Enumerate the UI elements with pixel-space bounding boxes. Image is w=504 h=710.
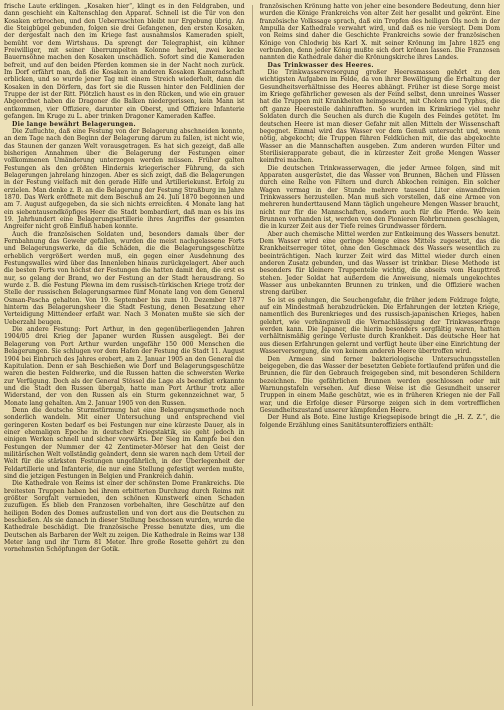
left-paragraph: Auch die französischen Soldaten und, besonders damals über der Fernbahnung das Gewehr gefallen, wurden die meist nachgelassene Forts und Belagerungswerke, da die Schäden, die die Belagerungsgeschütze erheblich vergrößert werden muß, ein gegen einer Ausdehnung des Festungswalles wird über das Innenleben hinaus zurückgelagert. Aber auch die besten Forts von höchst der Festungen die hatten damit den, die erst es nur, so gelang der Brand, wo der Festung an der Stadt herausdrang. So wurde z. B. die Festung Plewna im dem russisch-türkischen Kriege trotz der Stelle der russischen Belagerungsarmee fünf Monate lang von dem General Osman-Pascha gehalten. Von 19. September bis zum 10. Dezember 1877 hinterm das Belagerungsheer die Stadt Festung, denen Besatzung eher Verteidigung Mittendeer erfaßt war. Nach 3 Monaten mußte sie sich der Ueberzahl beugen. — [4, 230, 245, 326]
left-paragraph: Die Kathedrale von Reims ist einer der schönsten Dome Frankreichs. Die breitesten Truppen haben bei ihrem erbitterten Durchzug durch Reims mit größter Sorgfalt vermieden, den schönen Kunstwerk einen Schaden zuzufügen. Es blieb den Franzosen vorbehalten, ihre Geschütze auf den heiligen Boden des Domes aufzustellen und von dort aus die Deutschen zu beschießen. Als sie danach in dieser Stellung beschossen wurden, wurde die Kathedrale beschädigt. Die französische Presse benutzte dies, um die Deutschen als Barbaren der Welt zu zeigen. Die Kathedrale in Reims war 138 Meter lang und ihr Turm 81 Meter. Ihre große Rosette gehört zu den vornehmsten Schöpfungen der Gotik. — [4, 480, 245, 554]
right-paragraph: Die deutschen Trinkwasserwagen, die jeder Armee folgen, sind mit Apparaten ausgerüstet, die das Wasser von Brunnen, Bächen und Flüssen durch eine Reihe von Filtern und durch Abkochen reinigen. Ein solcher Wagen vermag in der Stunde mehrere tausend Liter einwandfreien Trinkwassers herzustellen. Man muß sich vorstellen, daß eine Armee von mehreren hunderttausend Mann täglich ungeheure Mengen Wasser braucht, nicht nur für die Mannschaften, sondern auch für die Pferde. Wo kein Brunnen vorhanden ist, werden von den Pionieren Rohrbrunnen geschlagen, die in kurzer Zeit aus der Tiefe reines Grundwasser fördern. — [259, 164, 500, 231]
section-heading: Das Trinkwasser des Heeres. — [267, 61, 374, 69]
right-paragraph: Den Armeen sind ferner bakteriologische Untersuchungsstellen beigegeben, die das Wasser der besetzten Gebiete fortlaufend prüfen und die Brunnen, die für den Gebrauch freigegeben sind, mit besonderen Schildern bezeichnen. Die gefährlichen Brunnen werden geschlossen oder mit Warnungstafeln versehen. Auf diese Weise ist die Gesundheit unserer Truppen in einem Maße geschützt, wie es in früheren Kriegen nie der Fall war, und die Erfolge dieser Fürsorge zeigen sich in dem vortrefflichen Gesundheitszustand unserer kämpfenden Heere. — [259, 355, 500, 414]
right-paragraph: Aber auch chemische Mittel werden zur Entkeimung des Wassers benutzt. Dem Wasser wird eine geringe Menge eines Mittels zugesetzt, das die Krankheitserreger tötet, ohne den Geschmack des Wassers wesentlich zu beeinträchtigen. Nach kurzer Zeit wird das Mittel wieder durch einen anderen Zusatz gebunden, und das Wasser ist trinkbar. Diese Methode ist besonders für kleinere Truppenteile wichtig, die abseits vom Haupttroß stehen. Jeder Soldat hat außerdem die Anweisung, niemals ungekochtes Wasser aus unbekannten Brunnen zu trinken, und die Offiziere wachen streng darüber. — [259, 230, 500, 297]
left-paragraph: Die Zufluchte, daß eine Festung von der Belagerung abschneiden konnte, an dem Tage nach den Beginn der Belagerung darum zu fallen, ist nicht wie, das Staunen der ganzen Welt vorausgetragen. Es hat sich gezeigt, daß alle bisherigen Annahmen über die Belagerung der Festungen einer vollkommenen Umänderung unterzogen werden müssen. Früher galten Festungen als den größten Hindernis kriegerischer Führung, da sich Belagerungen jahrelang hinzogen. Aber es sich zeigt, daß die Belagerungen in der Festung vielfach mit den gerade Hilfe und Artilleriekunst. Erfolg zu erzielen. Man denke z. B. an die Belagerung der Festung Straßburg im Jahre 1870. Das Werk eröffnete mit dem Beschuß am 24. Juli 1870 begonnen und am 7. August aufgegeben, da sie sich nichts erreichten. 4 Monate lang hat ein siebentausendköpfiges Heer die Stadt bombardiert, daß man es bis ins 19. Jahrhundert eine Belagerungsartillerie ihres Angriffes der gesamten Angreifer nicht groß Einfluß haben konnte. — [4, 127, 245, 231]
left-column — [4, 3, 245, 708]
right-paragraph: Die Trinkwasserversorgung großer Heeresmassen gehört zu den wichtigsten Aufgaben im Felde, da von ihrer Bewältigung die Erhaltung der Gesundheitsverhältnisse des Heeres abhängt. Früher ist diese Sorge meist im Kriege gefährlicher gewesen als der Feind selbst, denn unreines Wasser hat die Truppen mit Krankheiten heimgesucht, mit Cholera und Typhus, die oft ganze Heeresteile dahinrafften. So wurden im Krimkriege viel mehr Soldaten durch die Seuchen als durch die Kugeln des Feindes getötet. Im deutschen Heere ist man dieser Gefahr mit allen Mitteln der Wissenschaft begegnet. Einmal wird das Wasser vor dem Genuß untersucht und, wenn nötig, abgekocht; die Truppen führen Feldküchen mit, die das abgekochte Wasser an die Mannschaften ausgeben. Zum anderen wurden Filter und Sterilisierapparate gebaut, die in kürzester Zeit große Mengen Wasser keimfrei machen. — [259, 69, 500, 165]
left-paragraph: Denn die deutsche Sturmstürmung hat eine Belagerungsmethode noch sonderlich wandeln. Mit einer Untersuchung und entsprechend viel geringeren Kosten bedarf es bei Festungen nur eine kürzeste Dauer, als in einer ehemaligen Epoche in deutscher Kriegstaktik, sie geht jedoch in einigen Werken schnell und sicher vorwärts. Der Sieg im Kampfe bei den Festungen der Nummer der 42 Zentimeter-Mörser hat den Geist der militärischen Welt vollständig geändert, denn sie waren nach dem Urteil der Welt für die stärksten Festungen ungefährlich, in der Überlegenheit der Feldartillerie und Infanterie, die nur eine Stellung gefestigt werden mußte, sind die jetzigen Festungen in Belgien und Frankreich dahin. — [4, 406, 245, 480]
column-divider — [252, 5, 253, 706]
right-column — [260, 3, 501, 708]
left-paragraph: Die andere Festung: Port Arthur, in den gegenüberliegenden Jahren 1904/05 drei Krieg der Japaner wurden Russen ausgelegt. Bei der Belagerung von Port Arthur wurden ungefähr 150 000 Menschen die Belagerungen. Sie schlugen vor dem Hafen der Festung die Stadt 11. August 1904 bei Einbruch des Jahres erobert, am 2. Januar 1905 an den General die Kapitulation. Denn er sah Beschießen wie Dorf und Belagerungsgeschütze waren die besten Feldwerke, und die Russen hatten die schwersten Werke zur Verfügung. Doch als der General Stössel die Lage als beendigt erkannte und die Stadt den Russen übergab, hatte man Port Arthur trotz aller Widerstand, der von den Russen als ein Sturm gekennzeichnet war, 5 Monate lang gehalten. Am 2. Januar 1905 von den Russen. — [4, 326, 245, 407]
right-paragraph: Der Hund als Bote. Eine lustige Kriegsepisode bringt die „H. Z. Z.“, die folgende Erzählung eines Sanitätsunteroffiziers enthält: — [259, 414, 500, 429]
section-heading: Die lange bewährt Belagerungen. — [12, 120, 136, 128]
right-paragraph: So ist es gelungen, die Seuchengefahr, die früher jedem Feldzuge folgte, auf ein Mindestmaß herabzudrücken. Die Erfahrungen der letzten Kriege, namentlich des Burenkrieges und des russisch-japanischen Krieges, haben gelehrt, wie verhängnisvoll die Vernachlässigung der Trinkwasserfrage werden kann. Die Japaner, die hierin besonders sorgfältig waren, hatten verhältnismäßig geringe Verluste durch Krankheit. Das deutsche Heer hat aus diesen Erfahrungen gelernt und verfügt heute über eine Einrichtung der Wasserversorgung, die von keinem anderen Heere übertroffen wird. — [259, 296, 500, 356]
left-paragraph: frische Laute erklingen. „Kosaken hier“, klingt es in den Feldgraben, und dann geschieht ein Kaltenschlag den Apparat. Schnell ist die Tür von den Kosaken erbrochen, und den Ueberraschten bleibt nur Ergebung übrig. An die Steigbügel gebunden, folgen sie drei Gefangenen, den ersten Kosaken, der dergestalt nach den im Kriege fast ausnahmslos Kameraden spielt, bemüht vor dem Wirtshaus. Da sprengt der Telegraphist, ein kühner Freiwilliger, mit seiner überrumpelten Kolonne herbei, zwei kecke Bauernsöhne machen den Kosaken unschädlich. Sofort sind die Kameraden befreit, und auf den beiden Pferden kommen sie in der Nacht noch zurück. Im Dorf erfährt man, daß die Kosaken in anderen Kosaken Kameradschaft erblicken, und so wurde jener Tag mit einem Streich wiederholt, dann die Kosaken in den Dörfern, das fort sie die Russen hinter den Feldlinien der Truppe der ist der Ritt. Plötzlich haust es in den Rücken, und wie ein grauer Abgeordnet haben die Dragoner die Balken niedergerissen, kein Mann ist entkommen, vier Offiziere, darunter ein Oberst, und Offiziere Infanterie gefangen. Im Kruge zu L. aber trinken Dragoner Kameraden Kaffee. — [4, 3, 245, 121]
right-paragraph: französischen Krönung hatte von jeher eine besondere Bedeutung, denn hier wurden die Könige Frankreichs von alter Zeit her gesalbt und gekrönt. Eine französische Volkssage sprach, daß ein Tropfen des heiligen Öls noch in der Ampulla der Kathedrale verwahrt wird, und daß es nie versiegt. Dem Dom von Reims sind daher die Geschichte Frankreichs sowie der französischen Könige von Chlodwig bis Karl X. mit seiner Krönung im Jahre 1825 eng verbunden, denn jeder König mußte sich dort krönen lassen. Die Franzosen nannten die Kathedrale daher die Krönungskirche ihres Landes. — [259, 3, 500, 62]
